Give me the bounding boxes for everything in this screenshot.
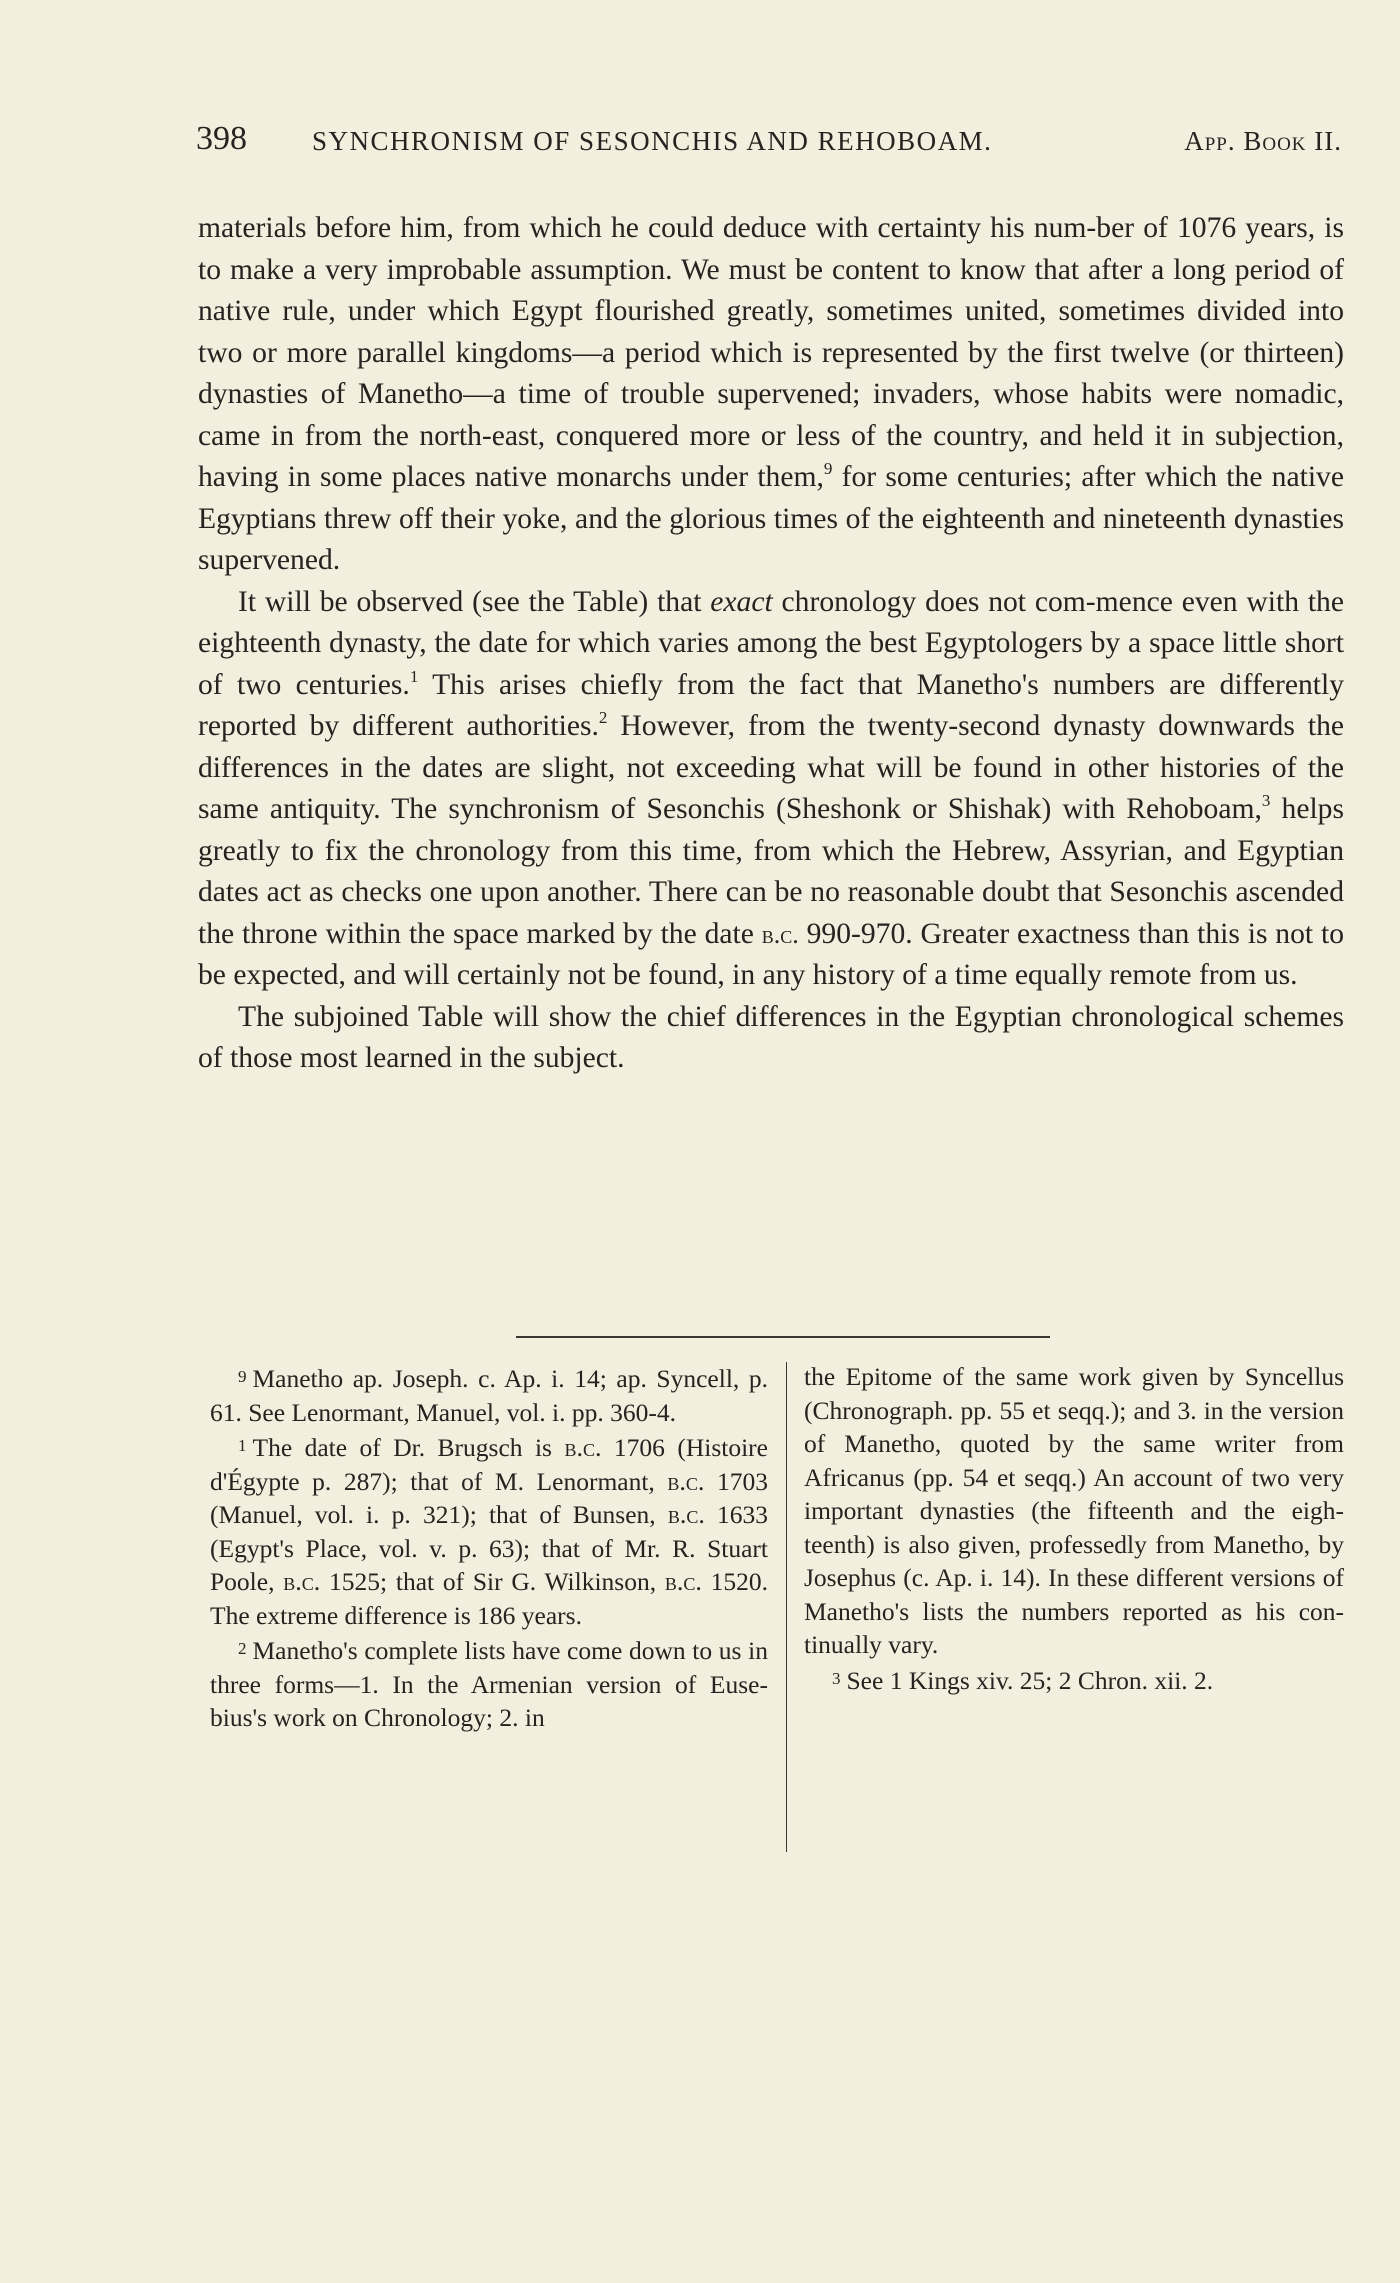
- era-abbrev: b.c.: [667, 1466, 705, 1496]
- era-abbrev: b.c.: [667, 1500, 705, 1529]
- footnote-rule: [516, 1336, 1050, 1338]
- section-label: App. Book II.: [1184, 126, 1342, 156]
- footnote-1-part-b: 1706 (Histoire d'Égypte p. 287); that of M. Lenormant,: [210, 1433, 768, 1496]
- footnote-1-part-d: 1633 (Egypt's Place, vol. v. p. 63); that of Mr. R. Stuart Poole,: [210, 1500, 768, 1596]
- paragraph-3: The subjoined Table will show the chief differences in the Egyptian chronological schemes of those most learned in the subject.: [198, 1000, 1344, 1074]
- footnote-1: [210, 1429, 768, 1632]
- footnote-ref-1: 1: [409, 666, 419, 686]
- era-abbrev: b.c.: [564, 1433, 602, 1462]
- footnote-1-mark: 1: [238, 1436, 247, 1455]
- column-divider: [786, 1362, 787, 1852]
- footnote-9-mark: 9: [238, 1367, 247, 1386]
- footnote-2-continued: the Epitome of the same work given by Syncellus (Chronograph. pp. 55 et seqq.); and 3. in the version of Manetho, quoted by the same writer from Africanus (pp. 54 et seqq.) An account of two very important dynasties (the fifteenth and the eigh-teenth) is also given, professedly from Manetho, by Josephus (c. Ap. i. 14). In these different versions of Manetho's lists the numbers reported as his con-tinually vary.: [804, 1362, 1344, 1659]
- paragraph-2-part-c: This arises chiefly from the fact that Manetho's numbers are differently reported by different authorities.: [198, 668, 1344, 742]
- footnote-ref-9: 9: [823, 459, 833, 478]
- paragraph-2: [198, 582, 1344, 997]
- paragraph-2-part-f: 990-970. Greater exactness than this is not to be expected, and will certainly not be found, in any history of a time equally remote from us.: [198, 917, 1345, 991]
- footnotes-left-column: [210, 1360, 768, 1735]
- footnote-1-part-e: 1525; that of Sir G. Wilkinson,: [320, 1567, 665, 1596]
- footnote-1-part-a: The date of Dr. Brugsch is: [252, 1433, 565, 1462]
- footnotes-right-column: [804, 1360, 1344, 1697]
- footnote-9: [210, 1360, 768, 1429]
- footnote-1-part-c: 1703 (Manuel, vol. i. p. 321); that of Bunsen,: [210, 1466, 768, 1529]
- paragraph-2-part-a: It will be observed (see the Table) that: [238, 585, 711, 618]
- footnote-2-mark: 2: [238, 1639, 247, 1658]
- footnote-1-part-f: 1520. The extreme difference is 186 years.: [210, 1567, 768, 1630]
- running-title: SYNCHRONISM OF SESONCHIS AND REHOBOAM.: [312, 126, 993, 156]
- era-abbrev: b.c.: [664, 1567, 702, 1596]
- footnote-ref-2: 2: [598, 708, 608, 727]
- main-text: [198, 208, 1344, 1080]
- era-abbrev: b.c.: [283, 1567, 321, 1596]
- era-abbrev: b.c.: [761, 919, 799, 949]
- footnote-3-mark: 3: [832, 1668, 841, 1688]
- footnote-2-text-start: Manetho's complete lists have come down to us in three forms—1. In the Armenian version of Euse-bius's work on Chronology; 2. in: [210, 1636, 768, 1732]
- paragraph-1-text: materials before him, from which he could deduce with certainty his num-ber of 1076 years, is to make a very improbable assumption. We must be content to know that after a long period of native rule, under which Egypt flourished greatly, sometimes united, sometimes divided into two or more parallel kingdoms—a period which is represented by the first twelve (or thirteen) dynasties of Manetho—a time of trouble supervened; invaders, whose habits were nomadic, came in from the north-east, conquered more or less of the country, and held it in subjection, having in some places native monarchs under them,: [198, 212, 1344, 493]
- paragraph-2-part-e: helps greatly to fix the chronology from this time, from which the Hebrew, Assyrian, and Egyptian dates act as checks one upon another. There can be no reasonable doubt that Sesonchis ascended the throne within the space marked by the date: [198, 793, 1344, 950]
- footnote-3: [804, 1662, 1344, 1698]
- page-number: 398: [196, 120, 247, 157]
- footnote-9-text: Manetho ap. Joseph. c. Ap. i. 14; ap. Syncell, p. 61. See Lenormant, Manuel, vol. i. pp. 360-4.: [210, 1364, 768, 1427]
- footnote-2: [210, 1632, 768, 1735]
- paragraph-2-part-d: However, from the twenty-second dynasty downwards the differences in the dates are slight, not exceeding what will be found in other histories of the same antiquity. The synchronism of Sesonchis (Sheshonk or Shishak) with Rehoboam,: [198, 710, 1345, 825]
- running-header: [196, 120, 1342, 170]
- paragraph-1: [198, 208, 1344, 582]
- footnote-ref-3: 3: [1261, 791, 1271, 810]
- emphasis-exact: exact: [710, 585, 773, 618]
- paragraph-2-part-b: chronology does not com-mence even with the eighteenth dynasty, the date for which varies among the best Egyptologers by a space little short of two centuries.: [198, 585, 1344, 701]
- paragraph-1-tail: for some centuries; after which the native Egyptians threw off their yoke, and the glorious times of the eighteenth and nineteenth dynasties supervened.: [198, 461, 1344, 576]
- footnote-3-text: See 1 Kings xiv. 25; 2 Chron. xii. 2.: [846, 1665, 1214, 1695]
